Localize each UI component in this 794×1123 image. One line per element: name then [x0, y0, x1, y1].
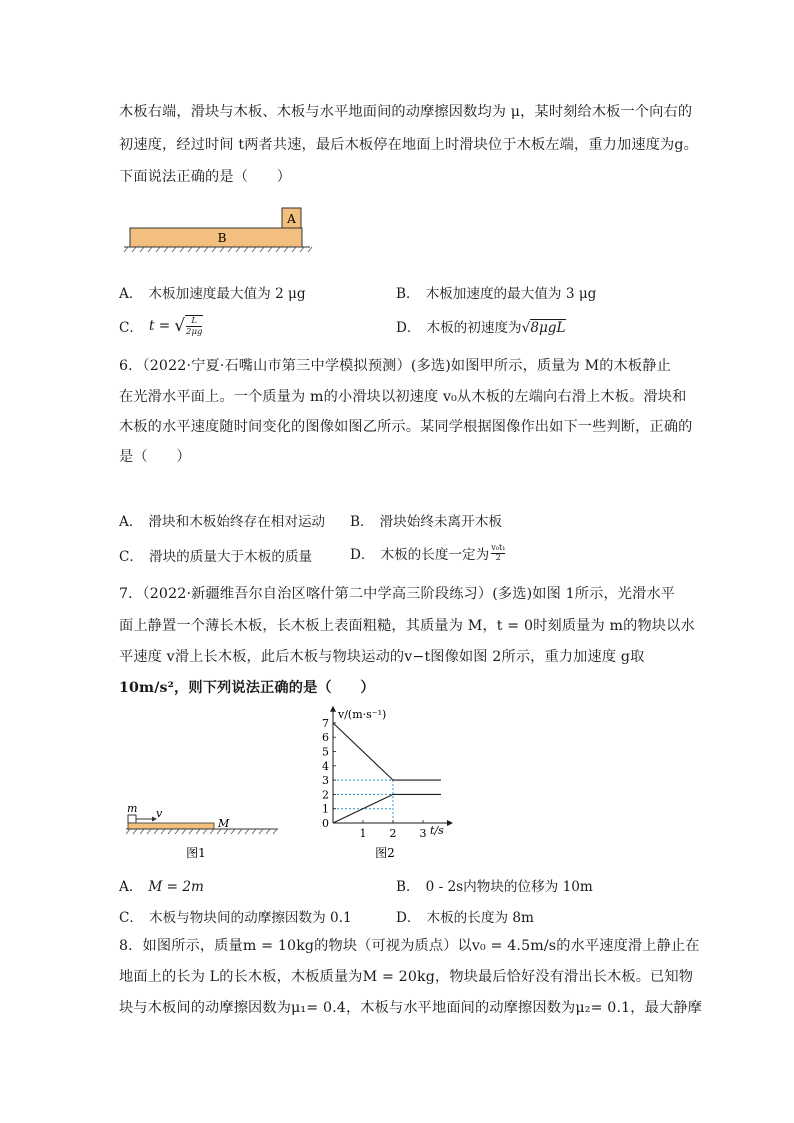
- q5-line-2: 初速度，经过时间 t两者共速，最后木板停在地面上时滑块位于木板左端，重力加速度为g。: [119, 137, 698, 153]
- long-board: [128, 823, 214, 829]
- q8-line-3: 块与木板间的动摩擦因数为μ₁= 0.4，木板与水平地面间的动摩擦因数为μ₂= 0.1，最大静摩: [119, 1000, 702, 1016]
- q7-line-1: 7．（2022·新疆维吾尔自治区喀什第二中学高三阶段练习）(多选)如图 1所示，光滑水平: [119, 586, 676, 602]
- q7-line-2: 面上静置一个薄长木板，长木板上表面粗糙，其质量为 M，t = 0时刻质量为 m的物块以水: [119, 618, 695, 634]
- q5-option-c[interactable]: C． t = √ L 2μg: [119, 315, 203, 337]
- block-a-label: A: [287, 212, 296, 226]
- q7-line-4: 10m/s²，则下列说法正确的是（ ）: [119, 680, 375, 696]
- y-tick-label-0: 0: [322, 817, 329, 830]
- y-tick-label-2: 2: [322, 788, 329, 802]
- q7-option-a[interactable]: A． M = 2m: [119, 879, 204, 895]
- q6-line-1: 6．（2022·宁夏·石嘴山市第三中学模拟预测）(多选)如图甲所示，质量为 M的木板静止: [119, 358, 671, 374]
- figure-2-caption: 图2: [375, 846, 395, 860]
- v-label: v: [156, 807, 163, 820]
- q7-option-b[interactable]: B． 0 - 2s内物块的位移为 10m: [396, 879, 593, 895]
- ground-hatch: [126, 829, 277, 834]
- q6-line-4: 是（ ）: [119, 449, 191, 465]
- q6-option-c[interactable]: C． 滑块的质量大于木板的质量: [119, 549, 313, 565]
- x-axis-label: t/s: [430, 824, 444, 837]
- q8-line-1: 8．如图所示，质量m = 10kg的物块（可视为质点）以v₀ = 4.5m/s的水平速度滑上静止在: [119, 938, 700, 954]
- M-label: M: [218, 817, 230, 830]
- q5-line-1: 木板右端，滑块与木板、木板与水平地面间的动摩擦因数均为 μ，某时刻给木板一个向右的: [119, 104, 693, 120]
- x-tick-label-3: 3: [419, 827, 427, 840]
- q5-option-b[interactable]: B． 木板加速度的最大值为 3 μg: [396, 286, 597, 302]
- x-tick-label-2: 2: [389, 827, 397, 840]
- y-tick-label-4: 4: [322, 759, 329, 773]
- y-axis-arrow: [330, 706, 336, 712]
- small-block: [128, 815, 136, 823]
- y-tick-label-1: 1: [322, 802, 329, 816]
- q6-option-d[interactable]: D． 木板的长度一定为 v₀t₁ 2: [350, 542, 506, 563]
- y-tick-label-5: 5: [322, 745, 329, 759]
- q6-line-2: 在光滑水平面上。一个质量为 m的小滑块以初速度 v₀从木板的左端向右滑上木板。滑块和: [119, 389, 687, 405]
- ground-hatch: [124, 247, 312, 252]
- board-b-label: B: [217, 231, 227, 245]
- y-tick-label-6: 6: [322, 731, 329, 745]
- y-axis-label: v/(m·s⁻¹): [338, 708, 387, 721]
- q6-option-a[interactable]: A． 滑块和木板始终存在相对运动: [119, 514, 326, 530]
- x-tick-label-1: 1: [359, 827, 367, 840]
- q5-figure: [122, 203, 314, 253]
- q6-option-b[interactable]: B． 滑块始终未离开木板: [350, 514, 502, 530]
- x-axis-arrow: [447, 820, 453, 826]
- q7-figure-2-chart: [312, 702, 472, 864]
- series-line-block: [333, 723, 441, 780]
- q7-option-d[interactable]: D． 木板的长度为 8m: [396, 910, 534, 926]
- q6-line-3: 木板的水平速度随时间变化的图像如图乙所示。某同学根据图像作出如下一些判断，正确的: [119, 419, 693, 435]
- q7-figure-1: [124, 800, 284, 860]
- q5-option-d[interactable]: D． 木板的初速度为√8μgL: [396, 320, 566, 336]
- q5-option-a[interactable]: A． 木板加速度最大值为 2 μg: [119, 286, 306, 302]
- q5-line-3: 下面说法正确的是（ ）: [119, 169, 292, 185]
- board-b: [130, 228, 302, 247]
- q7-line-3: 平速度 v滑上长木板，此后木板与物块运动的v−t图像如图 2所示，重力加速度 g取: [119, 649, 645, 665]
- q8-line-2: 地面上的长为 L的长木板，木板质量为M = 20kg，物块最后恰好没有滑出长木板。已知物: [119, 969, 694, 985]
- m-label: m: [127, 802, 138, 815]
- q7-option-c[interactable]: C． 木板与物块间的动摩擦因数为 0.1: [119, 910, 352, 926]
- y-tick-label-3: 3: [322, 774, 329, 788]
- figure-1-caption: 图1: [186, 846, 206, 860]
- y-tick-label-7: 7: [322, 716, 329, 730]
